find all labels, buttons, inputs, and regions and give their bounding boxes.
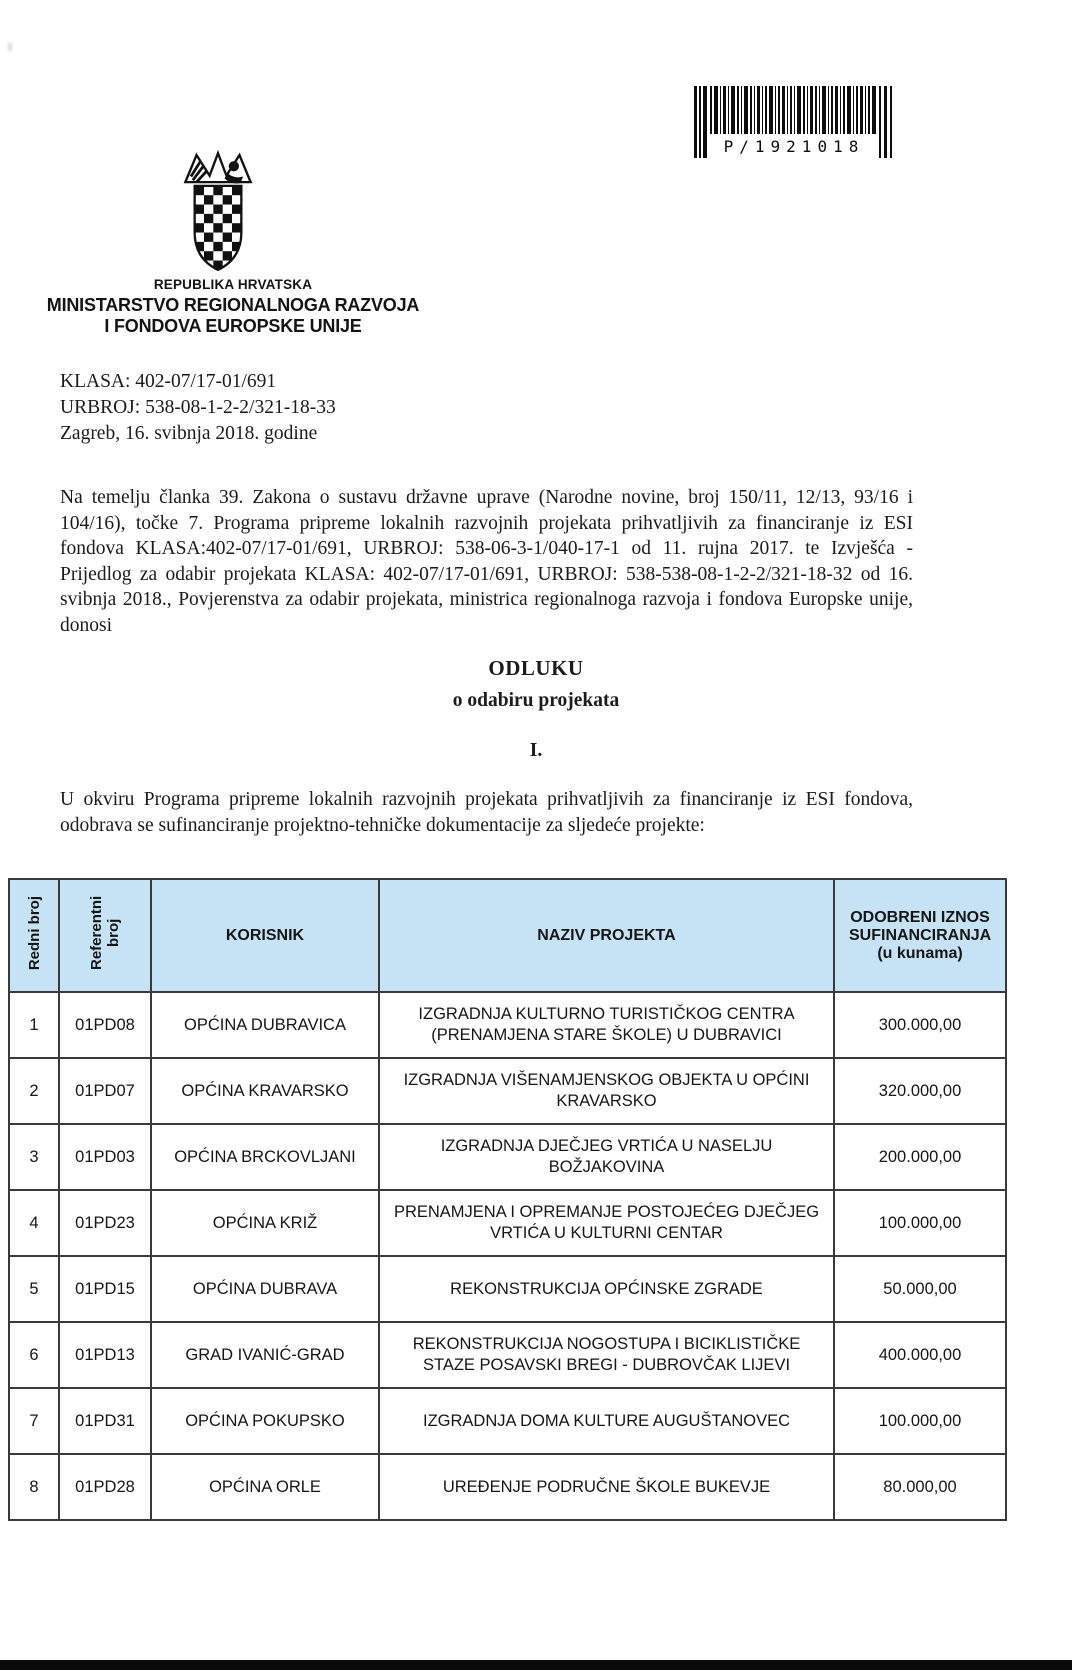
cell-iznos: 400.000,00 xyxy=(834,1322,1006,1388)
cell-naziv-projekta: IZGRADNJA VIŠENAMJENSKOG OBJEKTA U OPĆINI KRAVARSKO xyxy=(379,1058,834,1124)
letterhead-ministry-line2: I FONDOVA EUROPSKE UNIJE xyxy=(104,316,362,336)
cell-referentni-broj: 01PD31 xyxy=(59,1388,151,1454)
cell-iznos: 300.000,00 xyxy=(834,992,1006,1058)
ref-urbroj: URBROJ: 538-08-1-2-2/321-18-33 xyxy=(60,397,336,418)
section-number: I. xyxy=(529,740,543,761)
cell-korisnik: OPĆINA DUBRAVICA xyxy=(151,992,379,1058)
cell-redni-broj: 4 xyxy=(9,1190,59,1256)
cell-redni-broj: 7 xyxy=(9,1388,59,1454)
cell-referentni-broj: 01PD03 xyxy=(59,1124,151,1190)
cell-referentni-broj: 01PD13 xyxy=(59,1322,151,1388)
cell-redni-broj: 6 xyxy=(9,1322,59,1388)
cell-korisnik: OPĆINA DUBRAVA xyxy=(151,1256,379,1322)
cell-redni-broj: 3 xyxy=(9,1124,59,1190)
cell-referentni-broj: 01PD28 xyxy=(59,1454,151,1520)
letterhead-ministry-line1: MINISTARSTVO REGIONALNOGA RAZVOJA xyxy=(46,295,420,315)
header-label-redni-broj: Redni broj xyxy=(25,895,43,971)
table-row xyxy=(9,1322,1006,1388)
letterhead xyxy=(28,277,438,337)
cell-redni-broj: 5 xyxy=(9,1256,59,1322)
cell-korisnik: OPĆINA ORLE xyxy=(151,1454,379,1520)
table-header-row xyxy=(9,879,1006,992)
header-cell-korisnik: KORISNIK xyxy=(151,879,379,992)
cell-redni-broj: 2 xyxy=(9,1058,59,1124)
projects-table xyxy=(8,878,1005,1521)
cell-iznos: 80.000,00 xyxy=(834,1454,1006,1520)
header-cell-redni-broj xyxy=(9,879,59,992)
cell-naziv-projekta: IZGRADNJA DOMA KULTURE AUGUŠTANOVEC xyxy=(379,1388,834,1454)
table-row xyxy=(9,992,1006,1058)
cell-iznos: 100.000,00 xyxy=(834,1190,1006,1256)
decision-title: ODLUKU xyxy=(488,656,584,680)
table-row xyxy=(9,1190,1006,1256)
croatian-coat-of-arms-icon xyxy=(176,150,260,274)
barcode-text: P/1921018 xyxy=(723,137,865,156)
cell-referentni-broj: 01PD08 xyxy=(59,992,151,1058)
cell-korisnik: OPĆINA POKUPSKO xyxy=(151,1388,379,1454)
header-cell-referentni-broj xyxy=(59,879,151,992)
table-row xyxy=(9,1454,1006,1520)
section-intro-paragraph: U okviru Programa pripreme lokalnih razvojnih projekata prihvatljivih za financiranje iz ESI fondova, odobrava se sufinanciranje projektno-tehničke dokumentacije za sljedeće projekte: xyxy=(60,789,913,836)
cell-referentni-broj: 01PD07 xyxy=(59,1058,151,1124)
barcode-bars xyxy=(694,86,894,162)
decision-subtitle: o odabiru projekata xyxy=(452,690,620,711)
ref-place-date: Zagreb, 16. svibnja 2018. godine xyxy=(60,423,318,444)
cell-redni-broj: 8 xyxy=(9,1454,59,1520)
header-cell-iznos: ODOBRENI IZNOS SUFINANCIRANJA (u kunama) xyxy=(834,879,1006,992)
cell-iznos: 320.000,00 xyxy=(834,1058,1006,1124)
cell-referentni-broj: 01PD23 xyxy=(59,1190,151,1256)
cell-korisnik: OPĆINA KRAVARSKO xyxy=(151,1058,379,1124)
cell-iznos: 100.000,00 xyxy=(834,1388,1006,1454)
cell-naziv-projekta: IZGRADNJA DJEČJEG VRTIĆA U NASELJU BOŽJAKOVINA xyxy=(379,1124,834,1190)
table-row xyxy=(9,1124,1006,1190)
letterhead-country: REPUBLIKA HRVATSKA xyxy=(153,277,313,292)
ref-klasa: KLASA: 402-07/17-01/691 xyxy=(60,371,277,392)
cell-naziv-projekta: IZGRADNJA KULTURNO TURISTIČKOG CENTRA (PRENAMJENA STARE ŠKOLE) U DUBRAVICI xyxy=(379,992,834,1058)
cell-referentni-broj: 01PD15 xyxy=(59,1256,151,1322)
cell-naziv-projekta: REKONSTRUKCIJA NOGOSTUPA I BICIKLISTIČKE STAZE POSAVSKI BREGI - DUBROVČAK LIJEVI xyxy=(379,1322,834,1388)
cell-korisnik: OPĆINA BRCKOVLJANI xyxy=(151,1124,379,1190)
cell-korisnik: GRAD IVANIĆ-GRAD xyxy=(151,1322,379,1388)
scan-artifact xyxy=(6,40,14,54)
cell-iznos: 200.000,00 xyxy=(834,1124,1006,1190)
cell-redni-broj: 1 xyxy=(9,992,59,1058)
table-row xyxy=(9,1256,1006,1322)
scan-edge-bar xyxy=(0,1660,1072,1670)
cell-naziv-projekta: REKONSTRUKCIJA OPĆINSKE ZGRADE xyxy=(379,1256,834,1322)
cell-naziv-projekta: PRENAMJENA I OPREMANJE POSTOJEĆEG DJEČJEG VRTIĆA U KULTURNI CENTAR xyxy=(379,1190,834,1256)
preamble-paragraph: Na temelju članka 39. Zakona o sustavu državne uprave (Narodne novine, broj 150/11, 12/13, 93/16 i 104/16), točke 7. Programa pripreme lokalnih razvojnih projekata prihvatljivih za financiranje iz ESI fondova KLASA:402-07/17-01/691, URBROJ: 538-06-3-1/040-17-1 od 11. rujna 2017. te Izvješća - Prijedlog za odabir projekata KLASA: 402-07/17-01/691, URBROJ: 538-538-08-1-2-2/321-18-32 od 16. svibnja 2018., Povjerenstva za odabir projekata, ministrica regionalnoga razvoja i fondova Europske unije, donosi xyxy=(60,487,913,636)
table-row xyxy=(9,1058,1006,1124)
cell-iznos: 50.000,00 xyxy=(834,1256,1006,1322)
cell-korisnik: OPĆINA KRIŽ xyxy=(151,1190,379,1256)
table-row xyxy=(9,1388,1006,1454)
header-cell-naziv-projekta: NAZIV PROJEKTA xyxy=(379,879,834,992)
reference-block xyxy=(60,369,336,447)
cell-naziv-projekta: UREĐENJE PODRUČNE ŠKOLE BUKEVJE xyxy=(379,1454,834,1520)
header-label-referentni-broj: Referentni broj xyxy=(88,895,122,971)
barcode xyxy=(694,86,894,162)
